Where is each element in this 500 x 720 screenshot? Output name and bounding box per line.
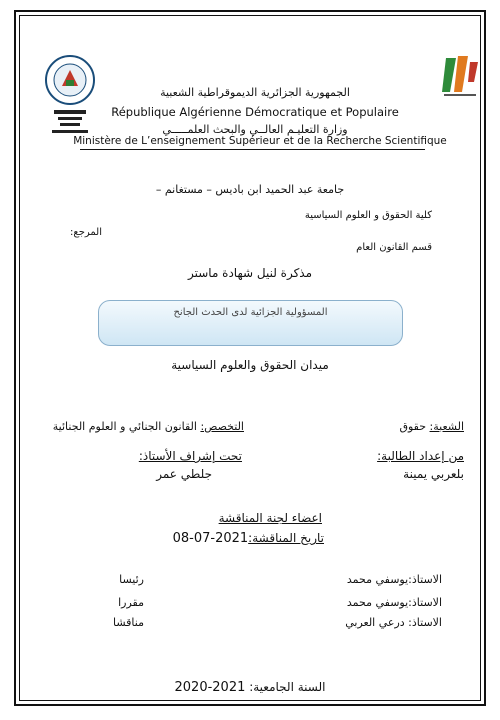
member-3-role: مناقشا — [113, 616, 144, 629]
committee-title: اعضاء لجنة المناقشة — [218, 511, 322, 525]
member-2-name: الاستاذ:يوسفي محمد — [346, 596, 442, 609]
faculty-name: كلية الحقوق و العلوم السياسية — [304, 210, 432, 221]
university-logo — [440, 52, 480, 100]
supervisor-name: جلطي عمر — [156, 467, 212, 481]
academic-year-value: 2020-2021 — [174, 680, 246, 695]
member-3-name: الاستاذ: درعي العربي — [345, 616, 442, 629]
thesis-subject: المسؤولية الجزائية لدى الحدث الجانح — [173, 307, 328, 318]
member-2-role: مقررا — [118, 596, 144, 609]
republic-french: République Algérienne Démocratique et Populaire — [111, 105, 399, 119]
defense-date-row — [173, 531, 324, 546]
branch-label: الشعبة: — [429, 420, 464, 433]
academic-year-row — [0, 680, 500, 695]
department-name: قسم القانون العام — [356, 242, 432, 253]
academic-year-label: السنة الجامعية: — [249, 680, 326, 694]
thesis-type: مذكرة لنيل شهادة ماستر — [187, 266, 313, 280]
subject-box — [98, 300, 403, 346]
student-name: بلعربي يمينة — [403, 467, 464, 481]
ministry-french: Ministère de L’enseignement Supérieur et de la Recherche Scientifique — [73, 135, 447, 147]
specialty-value: القانون الجنائي و العلوم الجنائية — [52, 420, 197, 433]
university-name: جامعة عبد الحميد ابن باديس – مستغانم – — [155, 183, 345, 196]
republic-arabic: الجمهورية الجزائرية الديموقراطية الشعبية — [160, 86, 350, 99]
student-label: من إعداد الطالبة: — [377, 449, 464, 463]
defense-date-label: تاريخ المناقشة: — [248, 531, 324, 545]
member-1-role: رئيسا — [119, 573, 144, 586]
ministry-arabic: وزارة التعليـم العالــي والبحث العلمـــــي — [162, 123, 348, 136]
reference-label: المرجع: — [70, 227, 102, 238]
specialty-row — [53, 420, 244, 433]
field-name: ميدان الحقوق والعلوم السياسية — [171, 358, 329, 372]
member-1-name: الاستاذ:يوسفي محمد — [346, 573, 442, 586]
header-divider — [80, 149, 425, 150]
specialty-label: التخصص: — [200, 420, 244, 433]
defense-date-value: 08-07-2021 — [172, 531, 249, 546]
supervisor-label: تحت إشراف الأستاذ: — [138, 449, 242, 463]
branch-row — [399, 420, 464, 433]
branch-value: حقوق — [399, 420, 427, 433]
